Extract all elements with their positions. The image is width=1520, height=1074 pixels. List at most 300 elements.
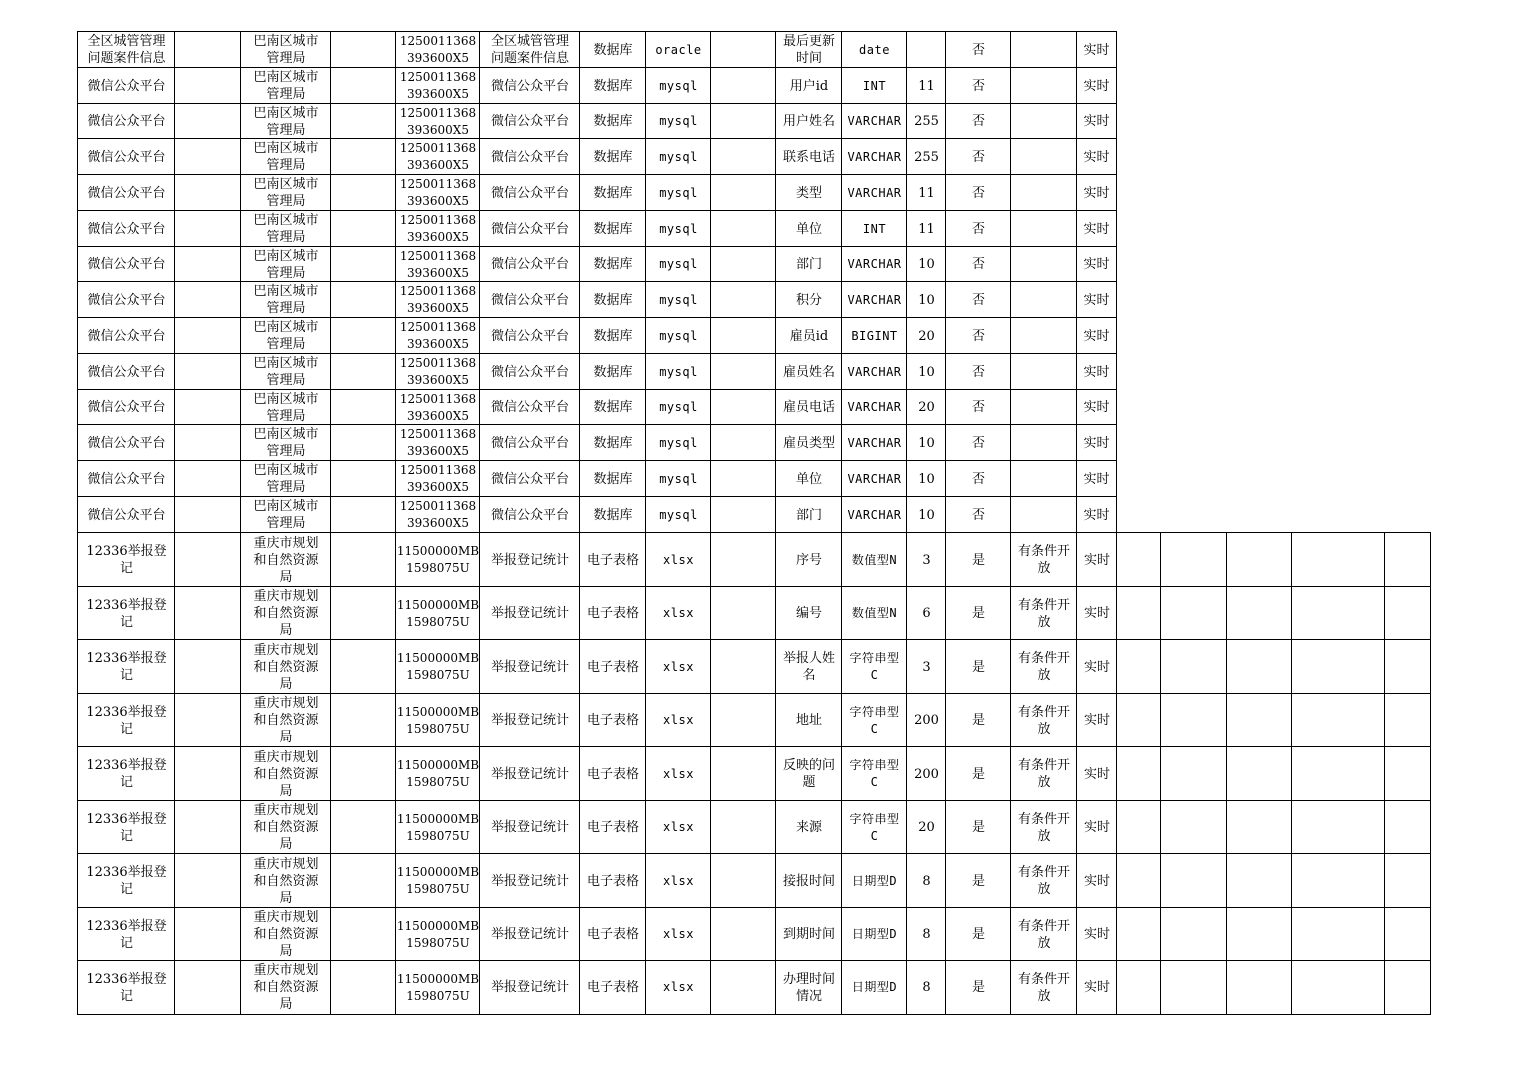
table-cell: [945, 138, 1011, 175]
cell-text: mysql: [659, 471, 698, 486]
table-cell: [1291, 746, 1385, 801]
cell-text: 实时: [1083, 606, 1110, 621]
table-cell: [479, 496, 580, 533]
cell-text: xlsx: [663, 980, 694, 994]
table-cell: [1010, 389, 1077, 425]
cell-text: 电子表格: [586, 766, 639, 782]
table-cell: [1116, 532, 1161, 587]
table-cell: [77, 31, 175, 68]
cell-text: 数据库: [593, 221, 633, 237]
cell-text: 1250011368 393600X5: [399, 427, 477, 458]
table-cell: [330, 496, 396, 533]
table-cell: [1226, 960, 1292, 1015]
table-cell: [240, 67, 331, 104]
table-cell: [395, 907, 480, 961]
cell-text: 巴南区城市 管理局: [253, 177, 319, 209]
table-cell: [395, 746, 480, 801]
cell-text: 实时: [1083, 221, 1110, 237]
table-cell: [710, 639, 776, 694]
cell-text: 12336举报登 记: [86, 971, 167, 1004]
table-cell: [1116, 586, 1161, 640]
cell-text: 全区城管管理 问题案件信息: [87, 34, 166, 66]
cell-text: mysql: [659, 435, 698, 450]
cell-text: mysql: [659, 185, 698, 200]
cell-text: mysql: [659, 221, 698, 236]
cell-text: 电子表格: [586, 820, 639, 835]
table-cell: [1384, 693, 1431, 747]
cell-text: 是: [971, 713, 985, 728]
cell-text: 类型: [795, 185, 822, 201]
table-cell: [645, 532, 711, 587]
table-cell: [775, 800, 842, 854]
cell-text: 微信公众平台: [87, 400, 166, 415]
table-cell: [775, 460, 842, 497]
table-cell: [645, 317, 711, 354]
table-cell: [1160, 800, 1227, 854]
table-cell: [174, 586, 241, 640]
table-cell: [710, 460, 776, 497]
cell-text: 电子表格: [586, 873, 639, 889]
cell-text: 数据库: [593, 507, 633, 523]
table-cell: [841, 31, 907, 68]
table-cell: [710, 246, 776, 282]
cell-text: 12336举报登 记: [86, 758, 167, 790]
cell-text: 1250011368 393600X5: [399, 356, 477, 387]
cell-text: 实时: [1083, 471, 1110, 487]
table-cell: [1076, 960, 1117, 1015]
table-cell: [240, 31, 331, 68]
cell-text: mysql: [659, 114, 698, 128]
table-cell: [710, 31, 776, 68]
table-cell: [579, 532, 646, 587]
cell-text: 否: [971, 221, 985, 237]
cell-text: 巴南区城市 管理局: [253, 391, 319, 424]
table-cell: [1226, 907, 1292, 961]
cell-text: 微信公众平台: [490, 364, 569, 380]
table-cell: [645, 496, 711, 533]
table-cell: [1076, 67, 1117, 104]
cell-text: 实时: [1083, 980, 1110, 995]
table-cell: [1076, 174, 1117, 211]
table-cell: [395, 853, 480, 908]
cell-text: 255: [914, 114, 939, 129]
cell-text: VARCHAR: [847, 471, 902, 486]
table-cell: [1291, 907, 1385, 961]
cell-text: 11: [918, 185, 935, 201]
cell-text: 3: [922, 552, 931, 568]
cell-text: 微信公众平台: [490, 257, 569, 272]
table-cell: [710, 389, 776, 425]
table-cell: [174, 693, 241, 747]
table-cell: [77, 853, 175, 908]
table-cell: [479, 138, 580, 175]
cell-text: 数值型N: [851, 606, 898, 620]
cell-text: 否: [971, 364, 985, 380]
table-cell: [479, 281, 580, 318]
cell-text: 巴南区城市 管理局: [253, 141, 319, 173]
table-cell: [775, 496, 842, 533]
table-cell: [841, 693, 907, 747]
table-cell: [945, 246, 1011, 282]
table-cell: [174, 424, 241, 461]
table-cell: [1076, 746, 1117, 801]
table-cell: [330, 67, 396, 104]
cell-text: 实时: [1083, 149, 1110, 165]
cell-text: mysql: [659, 292, 698, 307]
table-cell: [77, 317, 175, 354]
table-cell: [1010, 853, 1077, 908]
table-cell: [174, 281, 241, 318]
table-cell: [479, 746, 580, 801]
table-cell: [240, 532, 331, 587]
table-cell: [1076, 353, 1117, 390]
cell-text: 200: [914, 766, 939, 782]
cell-text: 11500000MB 1598075U: [396, 704, 480, 736]
table-cell: [1226, 639, 1292, 694]
cell-text: mysql: [659, 78, 698, 93]
table-cell: [1160, 853, 1227, 908]
table-cell: [395, 639, 480, 694]
table-cell: [1226, 586, 1292, 640]
cell-text: 12336举报登 记: [86, 704, 167, 737]
cell-text: 数据库: [593, 185, 633, 201]
cell-text: xlsx: [663, 659, 694, 674]
table-cell: [645, 210, 711, 247]
table-cell: [579, 586, 646, 640]
table-cell: [841, 460, 907, 497]
table-cell: [645, 138, 711, 175]
table-cell: [1076, 281, 1117, 318]
cell-text: 12336举报登 记: [86, 597, 167, 630]
cell-text: 重庆市规划 和自然资源 局: [253, 749, 319, 799]
cell-text: 反映的问 题: [782, 758, 835, 790]
table-cell: [77, 960, 175, 1015]
cell-text: 1250011368 393600X5: [399, 105, 477, 137]
cell-text: 是: [971, 873, 985, 889]
table-cell: [710, 907, 776, 961]
table-cell: [906, 586, 946, 640]
table-cell: [645, 31, 711, 68]
cell-text: 办理时间 情况: [782, 971, 835, 1004]
cell-text: xlsx: [663, 766, 694, 781]
table-cell: [240, 693, 331, 747]
cell-text: 微信公众平台: [490, 221, 569, 237]
cell-text: VARCHAR: [847, 292, 902, 307]
table-cell: [1116, 800, 1161, 854]
cell-text: 微信公众平台: [87, 78, 166, 94]
table-cell: [77, 424, 175, 461]
cell-text: VARCHAR: [847, 185, 902, 200]
table-cell: [645, 639, 711, 694]
cell-text: 11500000MB 1598075U: [396, 597, 480, 629]
table-cell: [906, 174, 946, 211]
table-cell: [906, 103, 946, 139]
cell-text: 巴南区城市 管理局: [253, 320, 319, 352]
cell-text: 1250011368 393600X5: [399, 463, 477, 494]
table-cell: [945, 67, 1011, 104]
cell-text: 实时: [1083, 292, 1110, 308]
cell-text: 单位: [795, 471, 822, 487]
table-cell: [710, 424, 776, 461]
table-cell: [479, 639, 580, 694]
table-cell: [579, 138, 646, 175]
cell-text: 200: [914, 713, 939, 728]
cell-text: 巴南区城市 管理局: [253, 105, 319, 138]
table-cell: [1010, 960, 1077, 1015]
cell-text: 巴南区城市 管理局: [253, 463, 319, 495]
table-cell: [330, 853, 396, 908]
table-cell: [775, 281, 842, 318]
table-cell: [841, 907, 907, 961]
table-cell: [906, 210, 946, 247]
table-cell: [710, 800, 776, 854]
table-cell: [645, 103, 711, 139]
table-cell: [945, 496, 1011, 533]
cell-text: 重庆市规划 和自然资源 局: [253, 910, 319, 959]
table-cell: [1076, 639, 1117, 694]
table-cell: [77, 639, 175, 694]
table-cell: [1291, 693, 1385, 747]
cell-text: 1250011368 393600X5: [399, 141, 477, 172]
table-cell: [174, 746, 241, 801]
table-cell: [1010, 460, 1077, 497]
cell-text: 举报登记统计: [490, 766, 569, 782]
cell-text: 接报时间: [782, 873, 835, 889]
cell-text: date: [859, 42, 890, 57]
cell-text: 微信公众平台: [87, 114, 166, 129]
cell-text: 举报人姓 名: [782, 651, 835, 683]
table-cell: [330, 317, 396, 354]
table-cell: [395, 281, 480, 318]
cell-text: 否: [971, 292, 985, 308]
table-cell: [710, 746, 776, 801]
cell-text: 最后更新 时间: [782, 34, 835, 66]
cell-text: 有条件开 放: [1017, 597, 1070, 630]
cell-text: 否: [971, 471, 985, 487]
table-cell: [579, 353, 646, 390]
table-cell: [945, 746, 1011, 801]
cell-text: 实时: [1083, 435, 1110, 451]
cell-text: 重庆市规划 和自然资源 局: [253, 589, 319, 638]
table-cell: [579, 693, 646, 747]
cell-text: xlsx: [663, 713, 694, 727]
cell-text: 实时: [1083, 927, 1110, 942]
table-cell: [77, 460, 175, 497]
table-cell: [479, 353, 580, 390]
table-cell: [945, 693, 1011, 747]
table-cell: [77, 800, 175, 854]
table-cell: [395, 460, 480, 497]
table-cell: [945, 389, 1011, 425]
cell-text: 地址: [795, 713, 822, 728]
cell-text: 单位: [795, 221, 822, 237]
table-cell: [77, 210, 175, 247]
table-cell: [479, 67, 580, 104]
table-cell: [395, 960, 480, 1015]
table-cell: [906, 532, 946, 587]
table-cell: [579, 907, 646, 961]
cell-text: 实时: [1083, 713, 1110, 728]
table-cell: [77, 389, 175, 425]
table-cell: [945, 174, 1011, 211]
cell-text: 微信公众平台: [87, 257, 166, 272]
cell-text: 电子表格: [586, 927, 639, 942]
table-cell: [945, 353, 1011, 390]
table-cell: [174, 174, 241, 211]
table-cell: [645, 853, 711, 908]
table-cell: [710, 103, 776, 139]
table-cell: [1010, 210, 1077, 247]
cell-text: 20: [918, 820, 935, 835]
cell-text: 11: [918, 78, 935, 94]
table-cell: [906, 353, 946, 390]
cell-text: 日期型D: [851, 873, 898, 888]
table-cell: [1076, 853, 1117, 908]
table-cell: [906, 496, 946, 533]
table-cell: [479, 389, 580, 425]
table-cell: [240, 389, 331, 425]
table-cell: [710, 853, 776, 908]
cell-text: 微信公众平台: [87, 507, 166, 523]
cell-text: 微信公众平台: [490, 114, 569, 129]
table-cell: [174, 800, 241, 854]
table-cell: [775, 389, 842, 425]
cell-text: INT: [862, 221, 887, 236]
table-cell: [579, 389, 646, 425]
cell-text: 数值型N: [851, 552, 898, 567]
table-cell: [1010, 424, 1077, 461]
table-cell: [1116, 693, 1161, 747]
cell-text: 3: [922, 659, 931, 675]
cell-text: oracle: [655, 42, 702, 57]
cell-text: 8: [922, 980, 931, 995]
cell-text: 用户id: [789, 78, 829, 94]
table-cell: [841, 586, 907, 640]
table-cell: [1010, 246, 1077, 282]
table-cell: [174, 103, 241, 139]
table-cell: [77, 103, 175, 139]
table-cell: [240, 210, 331, 247]
cell-text: 重庆市规划 和自然资源 局: [253, 642, 319, 692]
cell-text: 8: [922, 873, 931, 889]
cell-text: 11500000MB 1598075U: [396, 544, 480, 575]
table-cell: [1076, 586, 1117, 640]
cell-text: 数据库: [593, 435, 633, 451]
table-cell: [775, 210, 842, 247]
table-cell: [479, 31, 580, 68]
cell-text: mysql: [659, 507, 698, 522]
cell-text: 巴南区城市 管理局: [253, 499, 319, 531]
table-cell: [1160, 639, 1227, 694]
table-cell: [240, 853, 331, 908]
table-cell: [1076, 693, 1117, 747]
table-cell: [330, 424, 396, 461]
cell-text: 否: [971, 149, 985, 165]
table-cell: [395, 317, 480, 354]
table-cell: [240, 746, 331, 801]
cell-text: 重庆市规划 和自然资源 局: [253, 856, 319, 906]
cell-text: 11500000MB 1598075U: [396, 811, 480, 843]
cell-text: 用户姓名: [782, 114, 835, 129]
cell-text: 有条件开 放: [1017, 865, 1070, 897]
table-cell: [240, 460, 331, 497]
table-cell: [906, 424, 946, 461]
table-cell: [579, 853, 646, 908]
table-cell: [645, 353, 711, 390]
table-cell: [395, 496, 480, 533]
table-cell: [330, 138, 396, 175]
cell-text: VARCHAR: [847, 400, 902, 414]
table-cell: [330, 746, 396, 801]
table-cell: [479, 103, 580, 139]
cell-text: 字符串型 C: [849, 811, 900, 843]
table-cell: [395, 532, 480, 587]
cell-text: 1250011368 393600X5: [399, 70, 477, 101]
cell-text: xlsx: [663, 606, 694, 620]
cell-text: 编号: [795, 606, 822, 621]
cell-text: 部门: [795, 507, 822, 523]
cell-text: 数据库: [593, 257, 633, 272]
cell-text: 微信公众平台: [87, 185, 166, 201]
table-cell: [841, 424, 907, 461]
table-cell: [645, 960, 711, 1015]
table-cell: [945, 853, 1011, 908]
table-cell: [395, 67, 480, 104]
table-cell: [775, 532, 842, 587]
table-cell: [775, 960, 842, 1015]
table-cell: [1010, 496, 1077, 533]
table-cell: [841, 639, 907, 694]
cell-text: 微信公众平台: [87, 221, 166, 237]
table-cell: [645, 460, 711, 497]
table-cell: [174, 210, 241, 247]
table-cell: [174, 853, 241, 908]
table-cell: [645, 389, 711, 425]
table-cell: [77, 353, 175, 390]
table-cell: [1116, 960, 1161, 1015]
cell-text: 雇员姓名: [782, 364, 835, 380]
table-cell: [1384, 746, 1431, 801]
cell-text: 举报登记统计: [490, 552, 569, 568]
table-cell: [395, 389, 480, 425]
cell-text: 11500000MB 1598075U: [396, 971, 480, 1003]
table-cell: [1384, 907, 1431, 961]
cell-text: 微信公众平台: [87, 364, 166, 380]
table-cell: [1010, 281, 1077, 318]
table-cell: [841, 103, 907, 139]
cell-text: 否: [971, 185, 985, 201]
cell-text: 举报登记统计: [490, 659, 569, 675]
cell-text: 1250011368 393600X5: [399, 248, 477, 280]
table-cell: [395, 693, 480, 747]
cell-text: 来源: [795, 820, 822, 835]
table-cell: [579, 424, 646, 461]
cell-text: 否: [971, 328, 985, 344]
table-cell: [1076, 317, 1117, 354]
cell-text: 有条件开 放: [1017, 758, 1070, 790]
table-cell: [174, 496, 241, 533]
cell-text: 实时: [1083, 766, 1110, 782]
table-cell: [579, 496, 646, 533]
table-cell: [1160, 693, 1227, 747]
table-cell: [906, 67, 946, 104]
table-cell: [1076, 460, 1117, 497]
table-cell: [710, 317, 776, 354]
table-cell: [775, 353, 842, 390]
table-cell: [1226, 532, 1292, 587]
table-cell: [395, 800, 480, 854]
table-cell: [330, 210, 396, 247]
